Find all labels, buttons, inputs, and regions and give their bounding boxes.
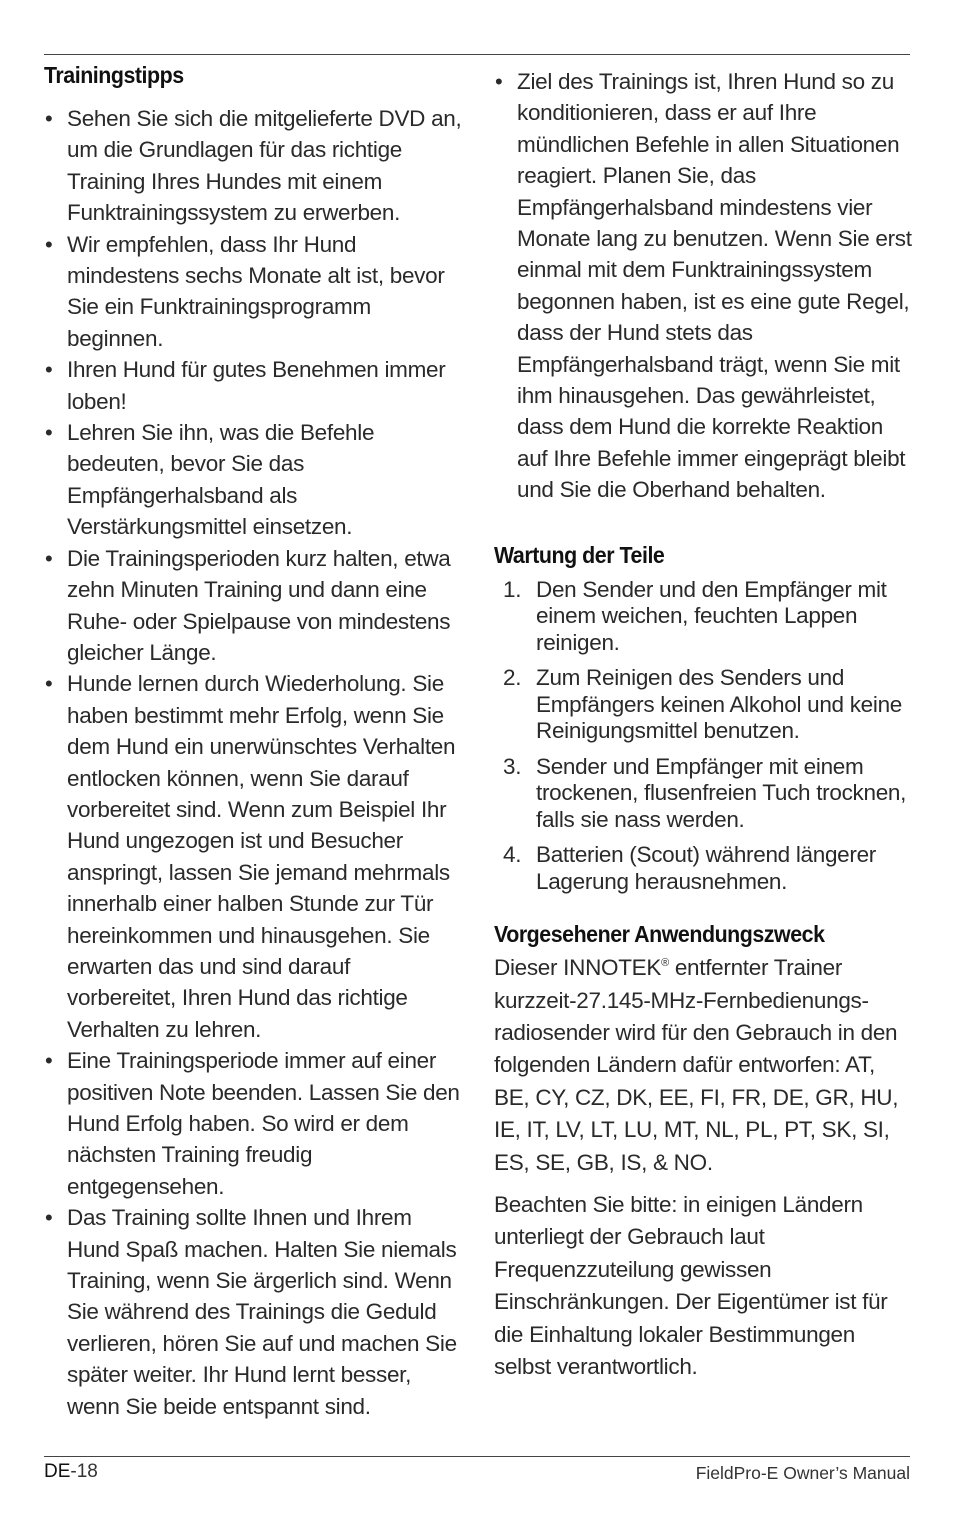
bottom-rule (44, 1456, 910, 1457)
left-column (44, 62, 464, 1422)
bullet-glyph: • (495, 69, 503, 94)
list-item: 2. Zum Reinigen des Senders und Empfängers keinen Alkohol und keine Reinigungsmittel benutzen. (503, 665, 903, 744)
bullet-glyph: • (45, 231, 53, 257)
purpose-paragraph: Dieser INNOTEK® entfernter Trainer kurzzeit-27.145-MHz-Fernbedienungs-radiosender wird für den Gebrauch in den folgenden Ländern dafür entworfen: AT, BE, CY, CZ, DK, EE, FI, FR, DE, GR, HU, IE, IT, LV, LT, LU, MT, NL, PL, PT, SK, SI, ES, SE, GB, IS, & NO. (494, 955, 899, 1175)
step-number: 3. (503, 753, 522, 779)
list-item: • Die Trainingsperioden kurz halten, etwa zehn Minuten Training und dann eine Ruhe- oder Spielpause von mindestens gleicher Länge. (44, 543, 464, 669)
heading-anwendungszweck: Vorgesehener Anwendungszweck (494, 921, 825, 948)
list-item: • Wir empfehlen, dass Ihr Hund mindestens sechs Monate alt ist, bevor Sie ein Funktrainingsprogramm beginnen. (44, 229, 464, 355)
note-paragraph: Beachten Sie bitte: in einigen Ländern unterliegt der Gebrauch laut Frequenzzuteilung gewissen Einschränkungen. Der Eigentümer ist für die Einhaltung lokaler Bestimmungen selbst verantwortlich. (494, 1192, 888, 1380)
right-column (494, 62, 914, 1383)
list-item: • Hunde lernen durch Wiederholung. Sie haben bestimmt mehr Erfolg, wenn Sie dem Hund ein unerwünschtes Verhalten entlocken können, wenn Sie darauf vorbereitet sind. Wenn zum Beispiel Ihr Hund ungezogen ist und Besucher anspringt, lassen Sie jemand mehrmals innerhalb einer halben Stunde zur Tür hereinkommen und hinausgehen. Sie erwarten das und sind darauf vorbereitet, Ihren Hund das richtige Verhalten zu lehren. (44, 668, 464, 1045)
list-item: • Sehen Sie sich die mitgelieferte DVD an, um die Grundlagen für das richtige Training Ihres Hundes mit einem Funktrainingssystem zu erwerben. (44, 103, 464, 229)
page-number: DE-18 (44, 1461, 98, 1482)
step-number: 1. (503, 576, 522, 602)
list-item: • Lehren Sie ihn, was die Befehle bedeuten, bevor Sie das Empfängerhalsband als Verstärkungsmittel einsetzen. (44, 417, 464, 543)
manual-title: FieldPro-E Owner’s Manual (695, 1463, 910, 1483)
heading-trainingstipps: Trainingstipps (44, 62, 184, 88)
step-number: 4. (503, 842, 522, 868)
maintenance-steps (494, 577, 914, 896)
bullet-glyph: • (45, 1205, 53, 1231)
bullet-glyph: • (45, 671, 53, 697)
bullet-glyph: • (45, 106, 53, 131)
list-item: • Ziel des Trainings ist, Ihren Hund so zu konditionieren, dass er auf Ihre mündlichen Befehle in allen Situationen reagiert. Planen Sie, das Empfängerhalsband mindestens vier Monate lang zu benutzen. Wenn Sie erst einmal mit dem Funktrainingssystem begonnen haben, ist es eine gute Regel, dass der Hund stets das Empfängerhalsband trägt, wenn Sie mit ihm hinausgehen. Das gewährleistet, dass dem Hund die korrekte Reaktion auf Ihre Befehle immer eingeprägt bleibt und Sie die Oberhand behalten. (494, 66, 914, 506)
training-goal-list (494, 66, 914, 506)
bullet-glyph: • (45, 1048, 53, 1074)
registered-mark: ® (661, 957, 669, 970)
heading-wartung: Wartung der Teile (494, 541, 665, 568)
list-item: 3. Sender und Empfänger mit einem trockenen, flusenfreien Tuch trocknen, falls sie nass werden. (503, 753, 907, 832)
step-number: 2. (503, 665, 522, 691)
training-tips-list (44, 103, 464, 1422)
top-rule (44, 54, 910, 55)
list-item: • Ihren Hund für gutes Benehmen immer loben! (44, 354, 464, 417)
list-item: • Das Training sollte Ihnen und Ihrem Hund Spaß machen. Halten Sie niemals Training, wenn Sie ärgerlich sind. Wenn Sie während des Trainings die Geduld verlieren, hören Sie auf und machen Sie später weiter. Ihr Hund lernt besser, wenn Sie beide entspannt sind. (44, 1202, 464, 1422)
list-item: 4. Batterien (Scout) während längerer Lagerung herausnehmen. (503, 842, 876, 894)
bullet-glyph: • (45, 357, 53, 383)
list-item: 1. Den Sender und den Empfänger mit einem weichen, feuchten Lappen reinigen. (503, 576, 887, 655)
bullet-glyph: • (45, 420, 53, 446)
bullet-glyph: • (45, 545, 53, 571)
list-item: • Eine Trainingsperiode immer auf einer positiven Note beenden. Lassen Sie den Hund Erfolg haben. So wird er dem nächsten Training freudig entgegensehen. (44, 1045, 464, 1202)
